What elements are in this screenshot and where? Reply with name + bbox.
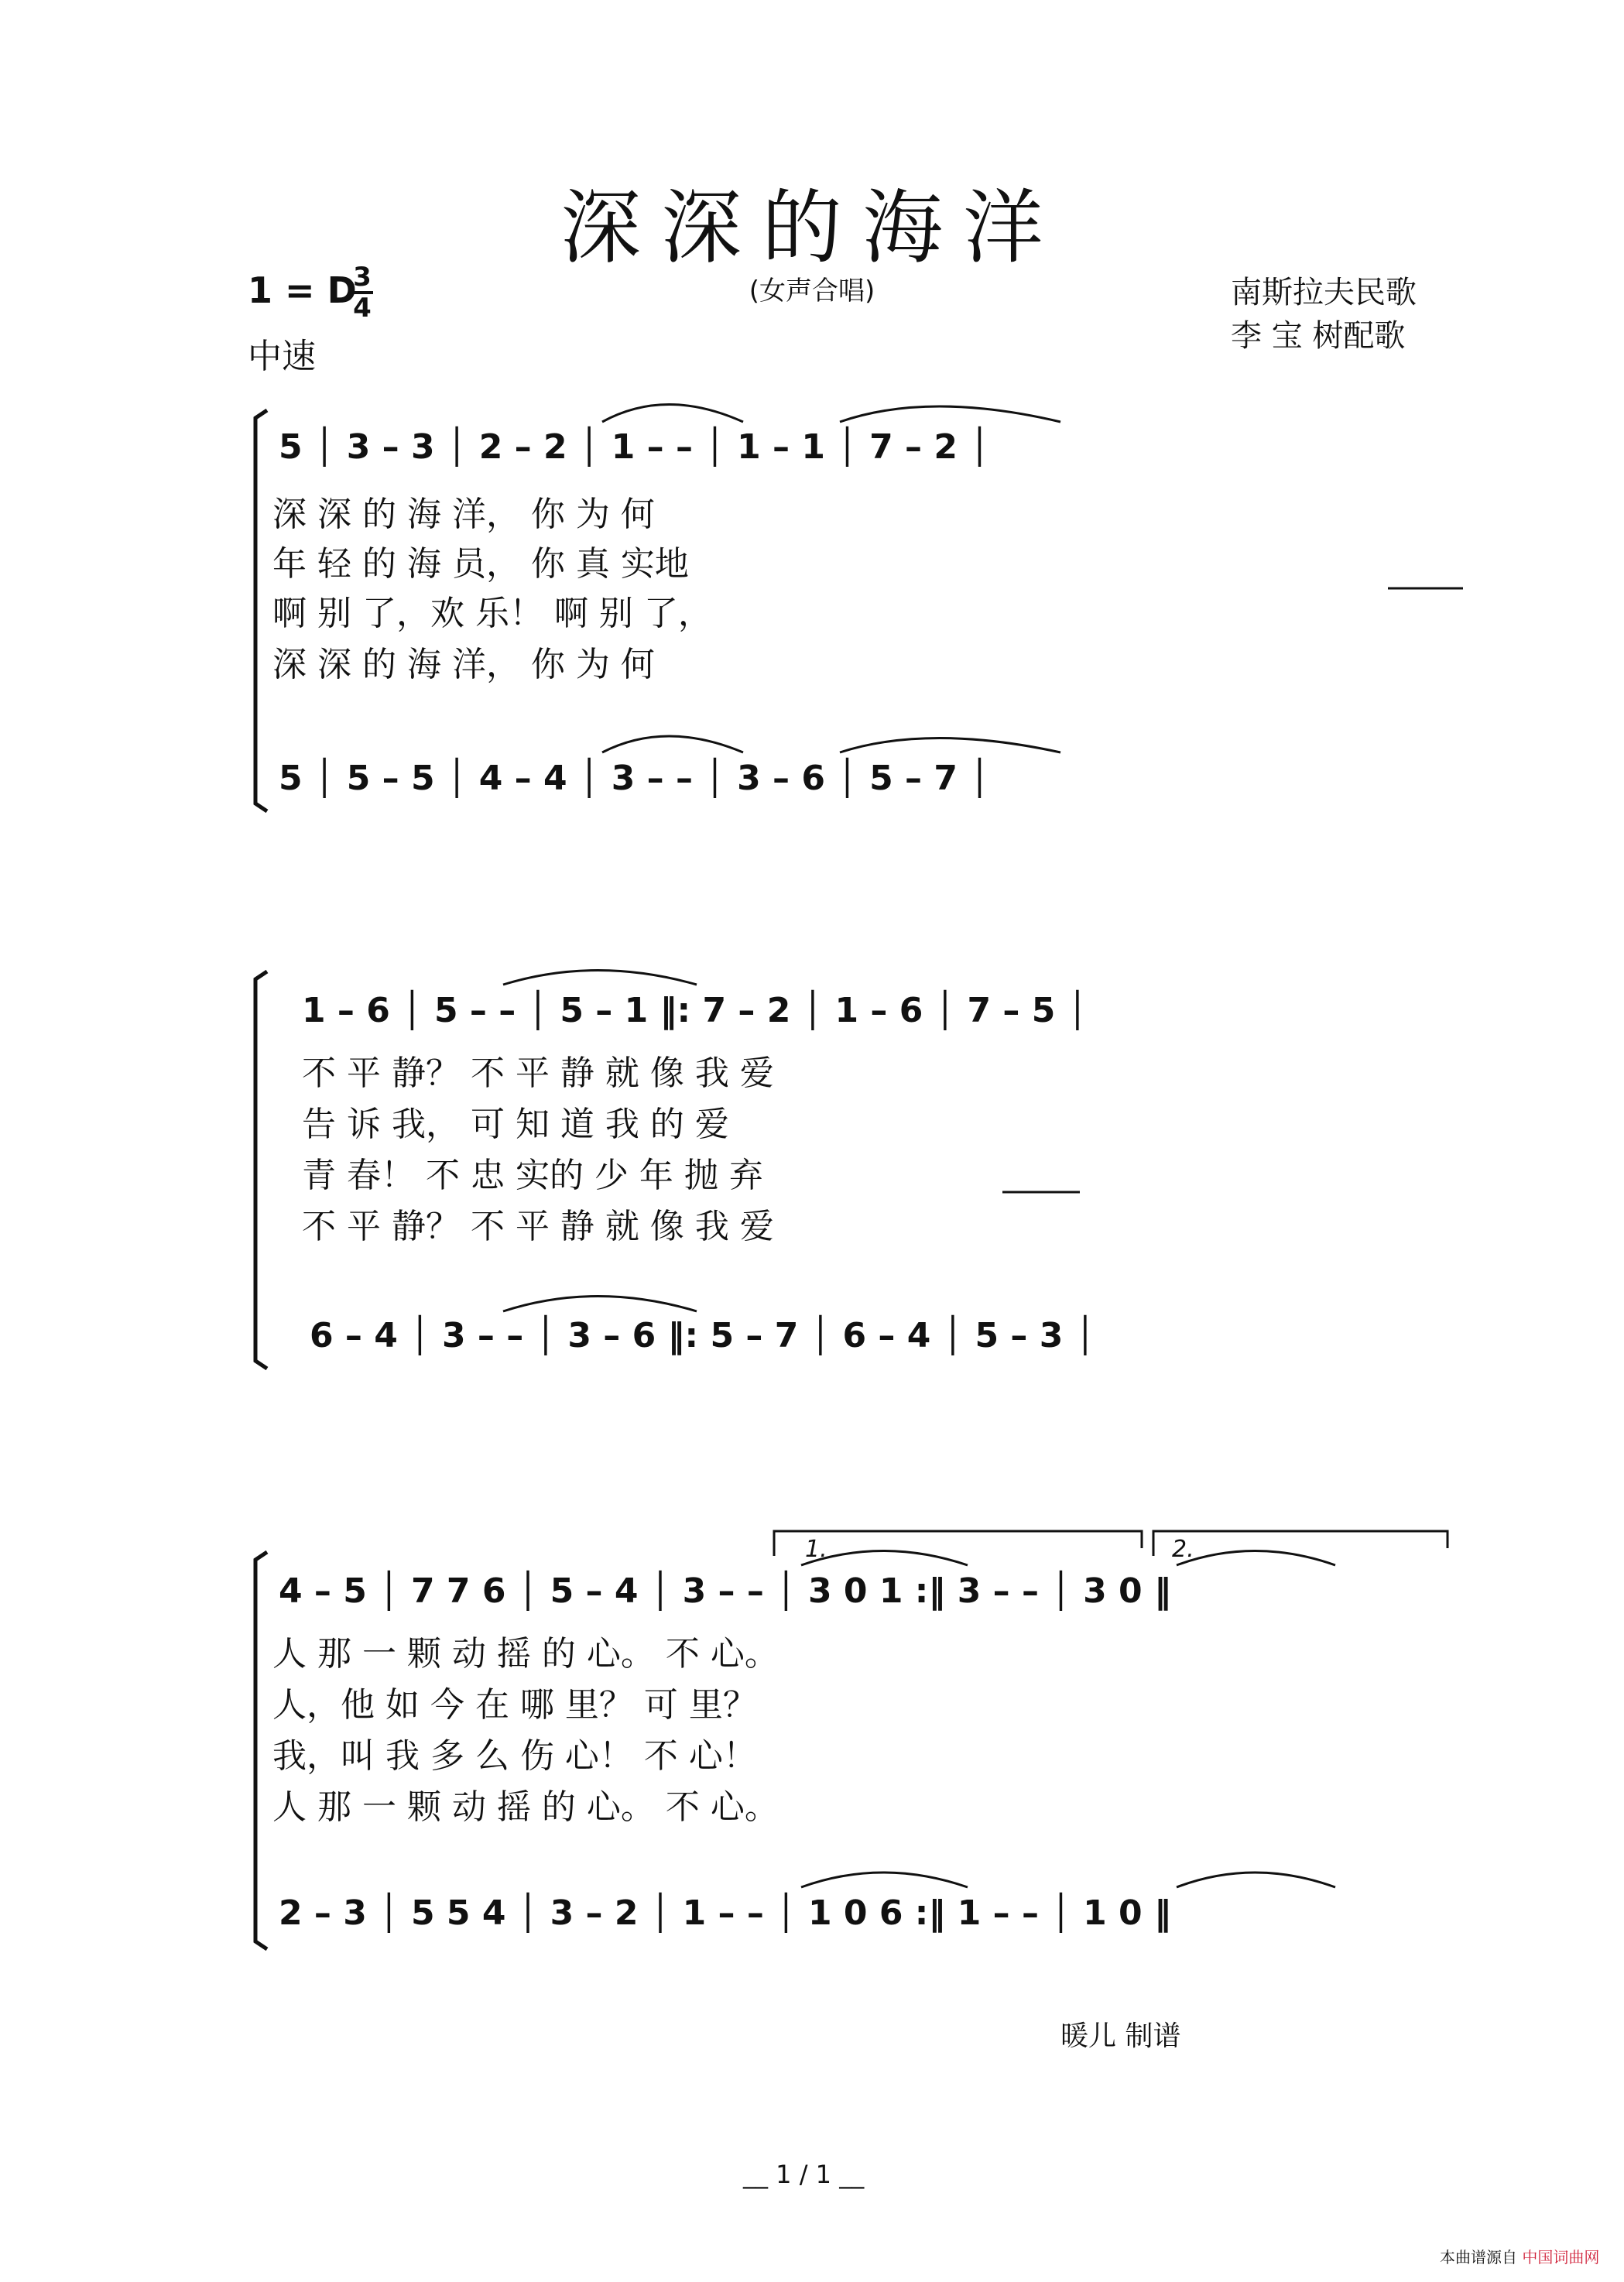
system1-lyric-1: 深 深 的 海 洋， 你 为 何 — [272, 495, 655, 534]
tempo-marking: 中速 — [248, 337, 316, 376]
system3-bracket — [255, 1552, 267, 1949]
system2-lyric-4: 不 平 静？ 不 平 静 就 像 我 爱 — [302, 1207, 774, 1246]
lyricist-credit: 李 宝 树配歌 — [1231, 318, 1406, 354]
system3-lyric-1: 人 那 一 颗 动 摇 的 心。 不 心。 — [272, 1634, 779, 1674]
meter-top: 3 — [353, 262, 372, 293]
system3-lower-voice: 2 – 3 │ 5 5 4 │ 3 – 2 │ 1 – – │ 1 0 6 :‖ 1 – – │ 1 0 ‖ — [279, 1893, 1171, 1933]
subtitle: (女声合唱) — [749, 276, 875, 307]
system1-lower-voice: 5 │ 5 – 5 │ 4 – 4 │ 3 – – │ 3 – 6 │ 5 – 7 │ — [279, 759, 990, 798]
key-signature: 1 = D — [248, 269, 357, 311]
system3-lyric-2: 人，他 如 今 在 哪 里？ 可 里？ — [272, 1685, 757, 1725]
system3-lyric-4: 人 那 一 颗 动 摇 的 心。 不 心。 — [272, 1787, 779, 1827]
page-number: __ 1 / 1 __ — [743, 2160, 865, 2189]
system2-lower-voice: 6 – 4 │ 3 – – │ 3 – 6 ‖: 5 – 7 │ 6 – 4 │ 5 – 3 │ — [310, 1316, 1096, 1355]
system1-upper-voice: 5 │ 3 – 3 │ 2 – 2 │ 1 – – │ 1 – 1 │ 7 – 2 │ — [279, 427, 990, 467]
composer-credit: 南斯拉夫民歌 — [1231, 275, 1417, 310]
footer-right: 中国词曲网 — [1522, 2248, 1600, 2267]
system3-upper-voice: 4 – 5 │ 7 7 6 │ 5 – 4 │ 3 – – │ 3 0 1 :‖ 3 – – │ 3 0 ‖ — [279, 1571, 1171, 1611]
volta-1-label: 1. — [805, 1536, 827, 1563]
system3-lyric-3: 我，叫 我 多 么 伤 心！ 不 心！ — [272, 1736, 757, 1776]
meter-bottom: 4 — [353, 293, 372, 324]
system2-lyric-2: 告 诉 我， 可 知 道 我 的 爱 — [302, 1105, 729, 1144]
system2-lyric-1: 不 平 静？ 不 平 静 就 像 我 爱 — [302, 1054, 774, 1093]
system2-lyric-3: 青 春！ 不 忠 实的 少 年 抛 弃 — [302, 1156, 763, 1195]
footer-watermark — [1440, 2245, 1599, 2267]
volta-2-label: 2. — [1172, 1536, 1194, 1563]
system1-lyric-2: 年 轻 的 海 员， 你 真 实地 — [272, 544, 689, 584]
transcriber-credit: 暖儿 制谱 — [1060, 2020, 1181, 2052]
system1-bracket — [255, 410, 267, 811]
page-title: 深深的海洋 — [560, 180, 1064, 275]
system1-lyric-4: 深 深 的 海 洋， 你 为 何 — [272, 645, 655, 684]
footer-left: 本曲谱源自 — [1440, 2248, 1517, 2267]
system2-bracket — [255, 971, 267, 1369]
system2-upper-voice: 1 – 6 │ 5 – – │ 5 – 1 ‖: 7 – 2 │ 1 – 6 │ 7 – 5 │ — [302, 991, 1088, 1030]
system1-lyric-3: 啊 别 了，欢 乐！ 啊 别 了， — [272, 594, 712, 633]
